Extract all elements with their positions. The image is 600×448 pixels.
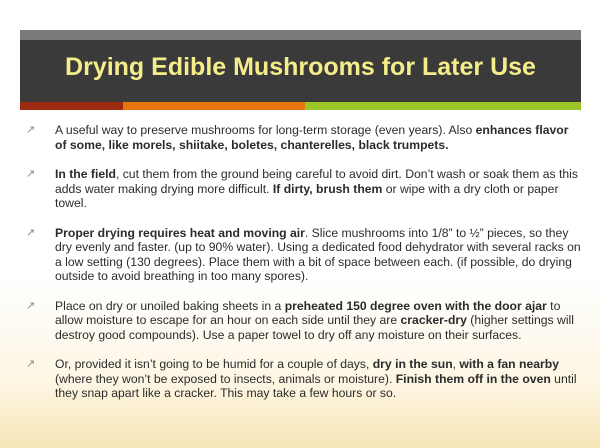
bold-text: If dirty, brush them xyxy=(272,181,383,196)
body-text: . Slice mushrooms into 1/8” to ½” pieces, so they dry evenly and faster. (up to 90% water). Using a dedicated food dehydrator with several racks on a low setting (130 degrees). Place them with a bit of space between each. (if possible, do drying outside to avoid breathing in too many spores). xyxy=(55,225,581,283)
body-text: to allow moisture to escape for an hour on each side until they are xyxy=(55,298,561,327)
accent-bar-red xyxy=(20,102,123,110)
body-text: until they snap apart like a cracker. This may take a few hours or so. xyxy=(55,371,577,400)
bullet-item xyxy=(26,226,581,284)
bold-text: cracker-dry xyxy=(400,313,467,327)
bold-text: In the field xyxy=(55,167,116,181)
body-text: Place on dry or unoiled baking sheets in a xyxy=(55,298,285,313)
title-top-strip xyxy=(20,30,581,40)
slide-title: Drying Edible Mushrooms for Later Use xyxy=(65,53,536,81)
bullet-item xyxy=(26,167,581,211)
bullet-item xyxy=(26,299,581,343)
body-text: , cut them from the ground being careful to avoid dirt. Don’t wash or soak them as this adds water making drying more difficult. xyxy=(55,167,578,196)
bold-text: Finish them off in the oven xyxy=(395,371,551,386)
arrow-bullet-icon: ↗ xyxy=(26,358,36,370)
bold-text: with a fan nearby xyxy=(459,357,559,371)
accent-bar-orange xyxy=(123,102,305,110)
bullet-item xyxy=(26,357,581,401)
body-text: (higher settings will destroy good compounds). Use a paper towel to dry off any moisture on their surfaces. xyxy=(55,313,574,342)
body-text: or wipe with a dry cloth or paper towel. xyxy=(55,181,559,210)
bold-text: preheated 150 degree oven with the door ajar xyxy=(284,298,547,313)
arrow-bullet-icon: ↗ xyxy=(26,226,36,239)
body-text: , xyxy=(452,357,460,371)
arrow-bullet-icon: ↗ xyxy=(26,168,36,180)
bullet-item xyxy=(26,123,581,152)
bold-text: Proper drying requires heat and moving air xyxy=(55,225,305,240)
body-text: (where they won’t be exposed to insects, animals or moisture). xyxy=(55,371,396,386)
body-text: A useful way to preserve mushrooms for long-term storage (even years). Also xyxy=(55,123,476,137)
body-text: Or, provided it isn’t going to be humid for a couple of days, xyxy=(55,357,373,371)
bold-text: dry in the sun xyxy=(372,357,453,371)
bullet-list xyxy=(26,123,581,416)
arrow-bullet-icon: ↗ xyxy=(26,124,36,136)
accent-bar-green xyxy=(305,102,581,110)
title-bar xyxy=(20,40,581,102)
arrow-bullet-icon: ↗ xyxy=(26,299,36,312)
bold-text: enhances flavor of some, like morels, shiitake, boletes, chanterelles, black trumpets. xyxy=(55,123,569,152)
